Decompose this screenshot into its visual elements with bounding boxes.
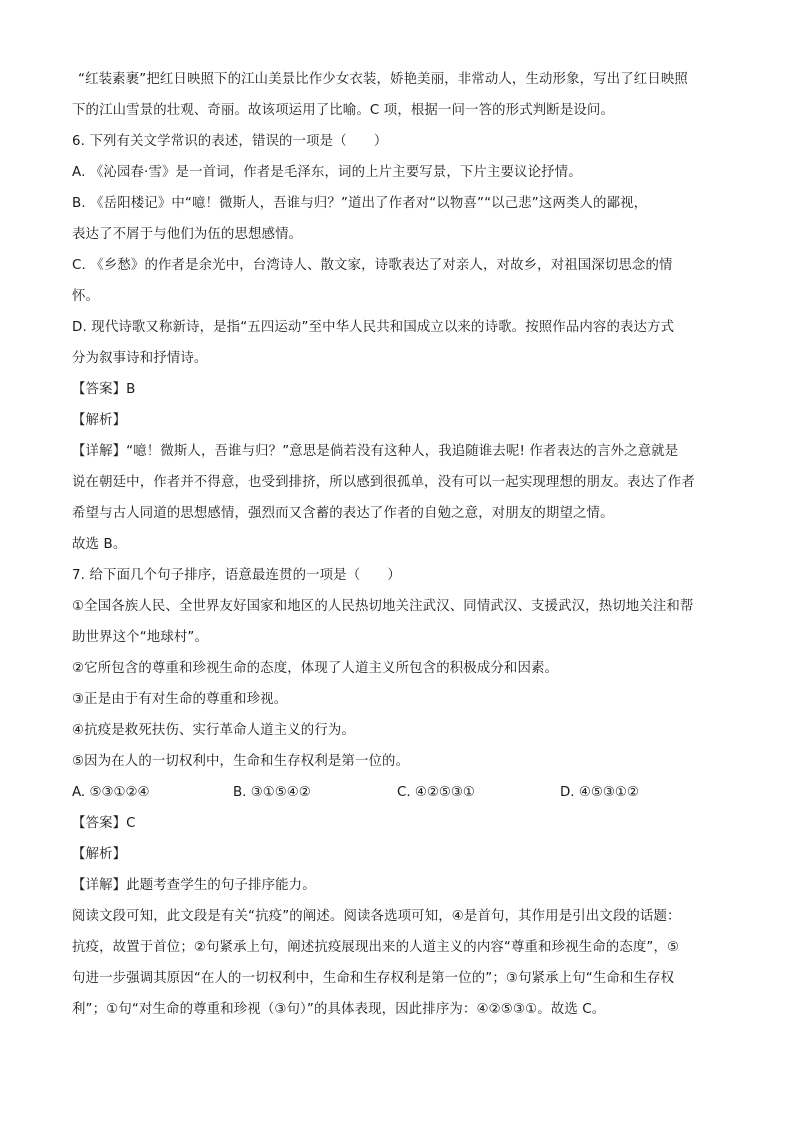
document-page <box>72 64 722 1025</box>
option-c: C. ④②⑤③① <box>397 785 475 800</box>
text-line: 表达了不屑于与他们为伍的思想感情。 <box>72 227 303 242</box>
text-line: “红装素裹”把红日映照下的江山美景比作少女衣装，娇艳美丽，非常动人，生动形象，写出了红日映照 <box>78 72 688 87</box>
question-6-stem: 6. 下列有关文学常识的表述，错误的一项是（ ） <box>72 134 388 149</box>
answer-label: 【答案】B <box>72 382 136 397</box>
text-line: 下的江山雪景的壮观、奇丽。故该项运用了比喻。C 项，根据一问一答的形式判断是设问。 <box>72 103 614 118</box>
text-line: 分为叙事诗和抒情诗。 <box>72 351 208 366</box>
option-b: B. ③①⑤④② <box>233 785 311 800</box>
sentence-2: ②它所包含的尊重和珍视生命的态度，体现了人道主义所包含的积极成分和因素。 <box>72 661 559 676</box>
conclusion-line: 故选 B。 <box>72 537 127 552</box>
explanation-line: 阅读文段可知，此文段是有关“抗疫”的阐述。阅读各选项可知，④是首句，其作用是引出文段的话题： <box>72 909 681 924</box>
explanation-line: 【详解】此题考查学生的句子排序能力。 <box>72 878 316 893</box>
explanation-line: 抗疫，故置于首位；②句紧承上句，阐述抗疫展现出来的人道主义的内容“尊重和珍视生命的态度”，⑤ <box>72 940 680 955</box>
question-6-option-d: D. 现代诗歌又称新诗，是指“五四运动”至中华人民共和国成立以来的诗歌。按照作品内容的表达方式 <box>72 320 675 335</box>
question-7-stem: 7. 给下面几个句子排序，语意最连贯的一项是（ ） <box>72 568 401 583</box>
explanation-line: 句进一步强调其原因“在人的一切权利中，生命和生存权利是第一位的”；③句紧承上句“生命和生存权 <box>72 971 675 986</box>
explanation-line: 希望与古人同道的思想感情，强烈而又含蓄的表达了作者的自勉之意，对朋友的期望之情。 <box>72 506 614 521</box>
analysis-label: 【解析】 <box>72 847 127 862</box>
explanation-line: 【详解】“噫！微斯人，吾谁与归？”意思是倘若没有这种人，我追随谁去呢! 作者表达的言外之意就是 <box>72 444 679 459</box>
text-line: 怀。 <box>72 289 100 304</box>
question-7-options <box>72 777 722 808</box>
text-line: 助世界这个“地球村”。 <box>72 630 209 645</box>
sentence-3: ③正是由于有对生命的尊重和珍视。 <box>72 692 288 707</box>
option-d: D. ④⑤③①② <box>560 785 639 800</box>
analysis-label: 【解析】 <box>72 413 127 428</box>
option-a: A. ⑤③①②④ <box>72 785 150 800</box>
question-6-option-c: C. 《乡愁》的作者是余光中，台湾诗人、散文家，诗歌表达了对亲人，对故乡，对祖国深切思念的情 <box>72 258 673 273</box>
sentence-4: ④抗疫是救死扶伤、实行革命人道主义的行为。 <box>72 723 355 738</box>
answer-label: 【答案】C <box>72 816 136 831</box>
question-6-option-b: B. 《岳阳楼记》中“噫！微斯人，吾谁与归？”道出了作者对“以物喜”“以己悲”这两类人的鄙视， <box>72 196 648 211</box>
sentence-1: ①全国各族人民、全世界友好国家和地区的人民热切地关注武汉、同情武汉、支援武汉，热切地关注和帮 <box>72 599 694 614</box>
explanation-line: 利”；①句“对生命的尊重和珍视（③句）”的具体表现，因此排序为：④②⑤③①。故选 C。 <box>72 1002 606 1017</box>
sentence-5: ⑤因为在人的一切权利中，生命和生存权利是第一位的。 <box>72 754 410 769</box>
explanation-line: 说在朝廷中，作者并不得意，也受到排挤，所以感到很孤单，没有可以一起实现理想的朋友。表达了作者 <box>72 475 695 490</box>
question-6-option-a: A. 《沁园春·雪》是一首词，作者是毛泽东，词的上片主要写景，下片主要议论抒情。 <box>72 165 582 180</box>
